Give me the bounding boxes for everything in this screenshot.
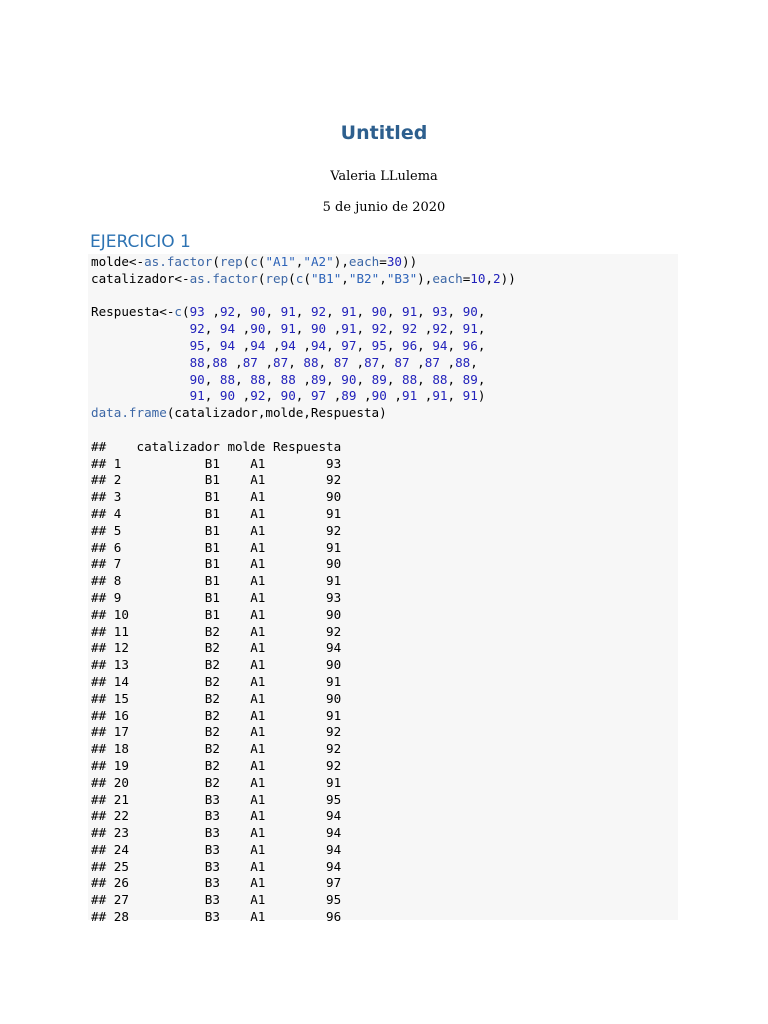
output-row: ## 11 B2 A1 92 [91,623,342,639]
output-row: ## 12 B2 A1 94 [91,640,342,656]
code-block [91,254,516,926]
code-line: 92, 94 ,90, 91, 90 ,91, 92, 92 ,92, 91, [189,321,486,337]
output-row: ## 20 B2 A1 91 [91,774,342,790]
output-row: ## 7 B1 A1 90 [91,556,342,572]
output-row: ## 21 B3 A1 95 [91,791,342,807]
output-row: ## 26 B3 A1 97 [91,875,342,891]
output-row: ## 1 B1 A1 93 [91,455,342,471]
output-row: ## 24 B3 A1 94 [91,841,342,857]
code-line: 88,88 ,87 ,87, 88, 87 ,87, 87 ,87 ,88, [189,354,478,370]
output-row: ## 19 B2 A1 92 [91,757,342,773]
code-output [91,456,341,925]
output-row: ## 9 B1 A1 93 [91,589,342,605]
code-line: molde<-as.factor(rep(c("A1","A2"),each=30)) [91,254,418,269]
code-line: catalizador<-as.factor(rep(c("B1","B2","B3"),each=10,2)) [91,270,516,286]
output-header: ## catalizador molde Respuesta [91,438,342,454]
output-row: ## 8 B1 A1 91 [91,573,342,589]
output-row: ## 10 B1 A1 90 [91,606,342,622]
output-row: ## 17 B2 A1 92 [91,724,342,740]
output-row: ## 5 B1 A1 92 [91,522,342,538]
output-row: ## 4 B1 A1 91 [91,505,342,521]
code-input [91,254,516,420]
document-title: Untitled [340,122,428,144]
output-row: ## 2 B1 A1 92 [91,472,342,488]
output-row: ## 22 B3 A1 94 [91,808,342,824]
output-row: ## 13 B2 A1 90 [91,657,342,673]
code-line: 91, 90 ,92, 90, 97 ,89 ,90 ,91 ,91, 91) [189,388,486,404]
document-author: Valeria LLulema [330,169,438,184]
output-row: ## 25 B3 A1 94 [91,858,342,874]
document-date: 5 de junio de 2020 [322,200,446,215]
output-row: ## 3 B1 A1 90 [91,489,342,505]
output-row: ## 14 B2 A1 91 [91,673,342,689]
section-heading: EJERCICIO 1 [90,232,191,252]
output-row: ## 15 B2 A1 90 [91,690,342,706]
output-row: ## 23 B3 A1 94 [91,825,342,841]
output-row: ## 6 B1 A1 91 [91,539,342,555]
code-line: 95, 94 ,94 ,94 ,94, 97, 95, 96, 94, 96, [189,337,486,353]
output-row: ## 16 B2 A1 91 [91,707,342,723]
code-line: 90, 88, 88, 88 ,89, 90, 89, 88, 88, 89, [189,371,486,387]
code-line: data.frame(catalizador,molde,Respuesta) [91,405,387,421]
code-line: Respuesta<-c(93 ,92, 90, 91, 92, 91, 90, 91, 93, 90, [91,304,486,320]
output-row: ## 27 B3 A1 95 [91,892,342,908]
output-row: ## 18 B2 A1 92 [91,741,342,757]
output-row: ## 28 B3 A1 96 [91,909,342,925]
